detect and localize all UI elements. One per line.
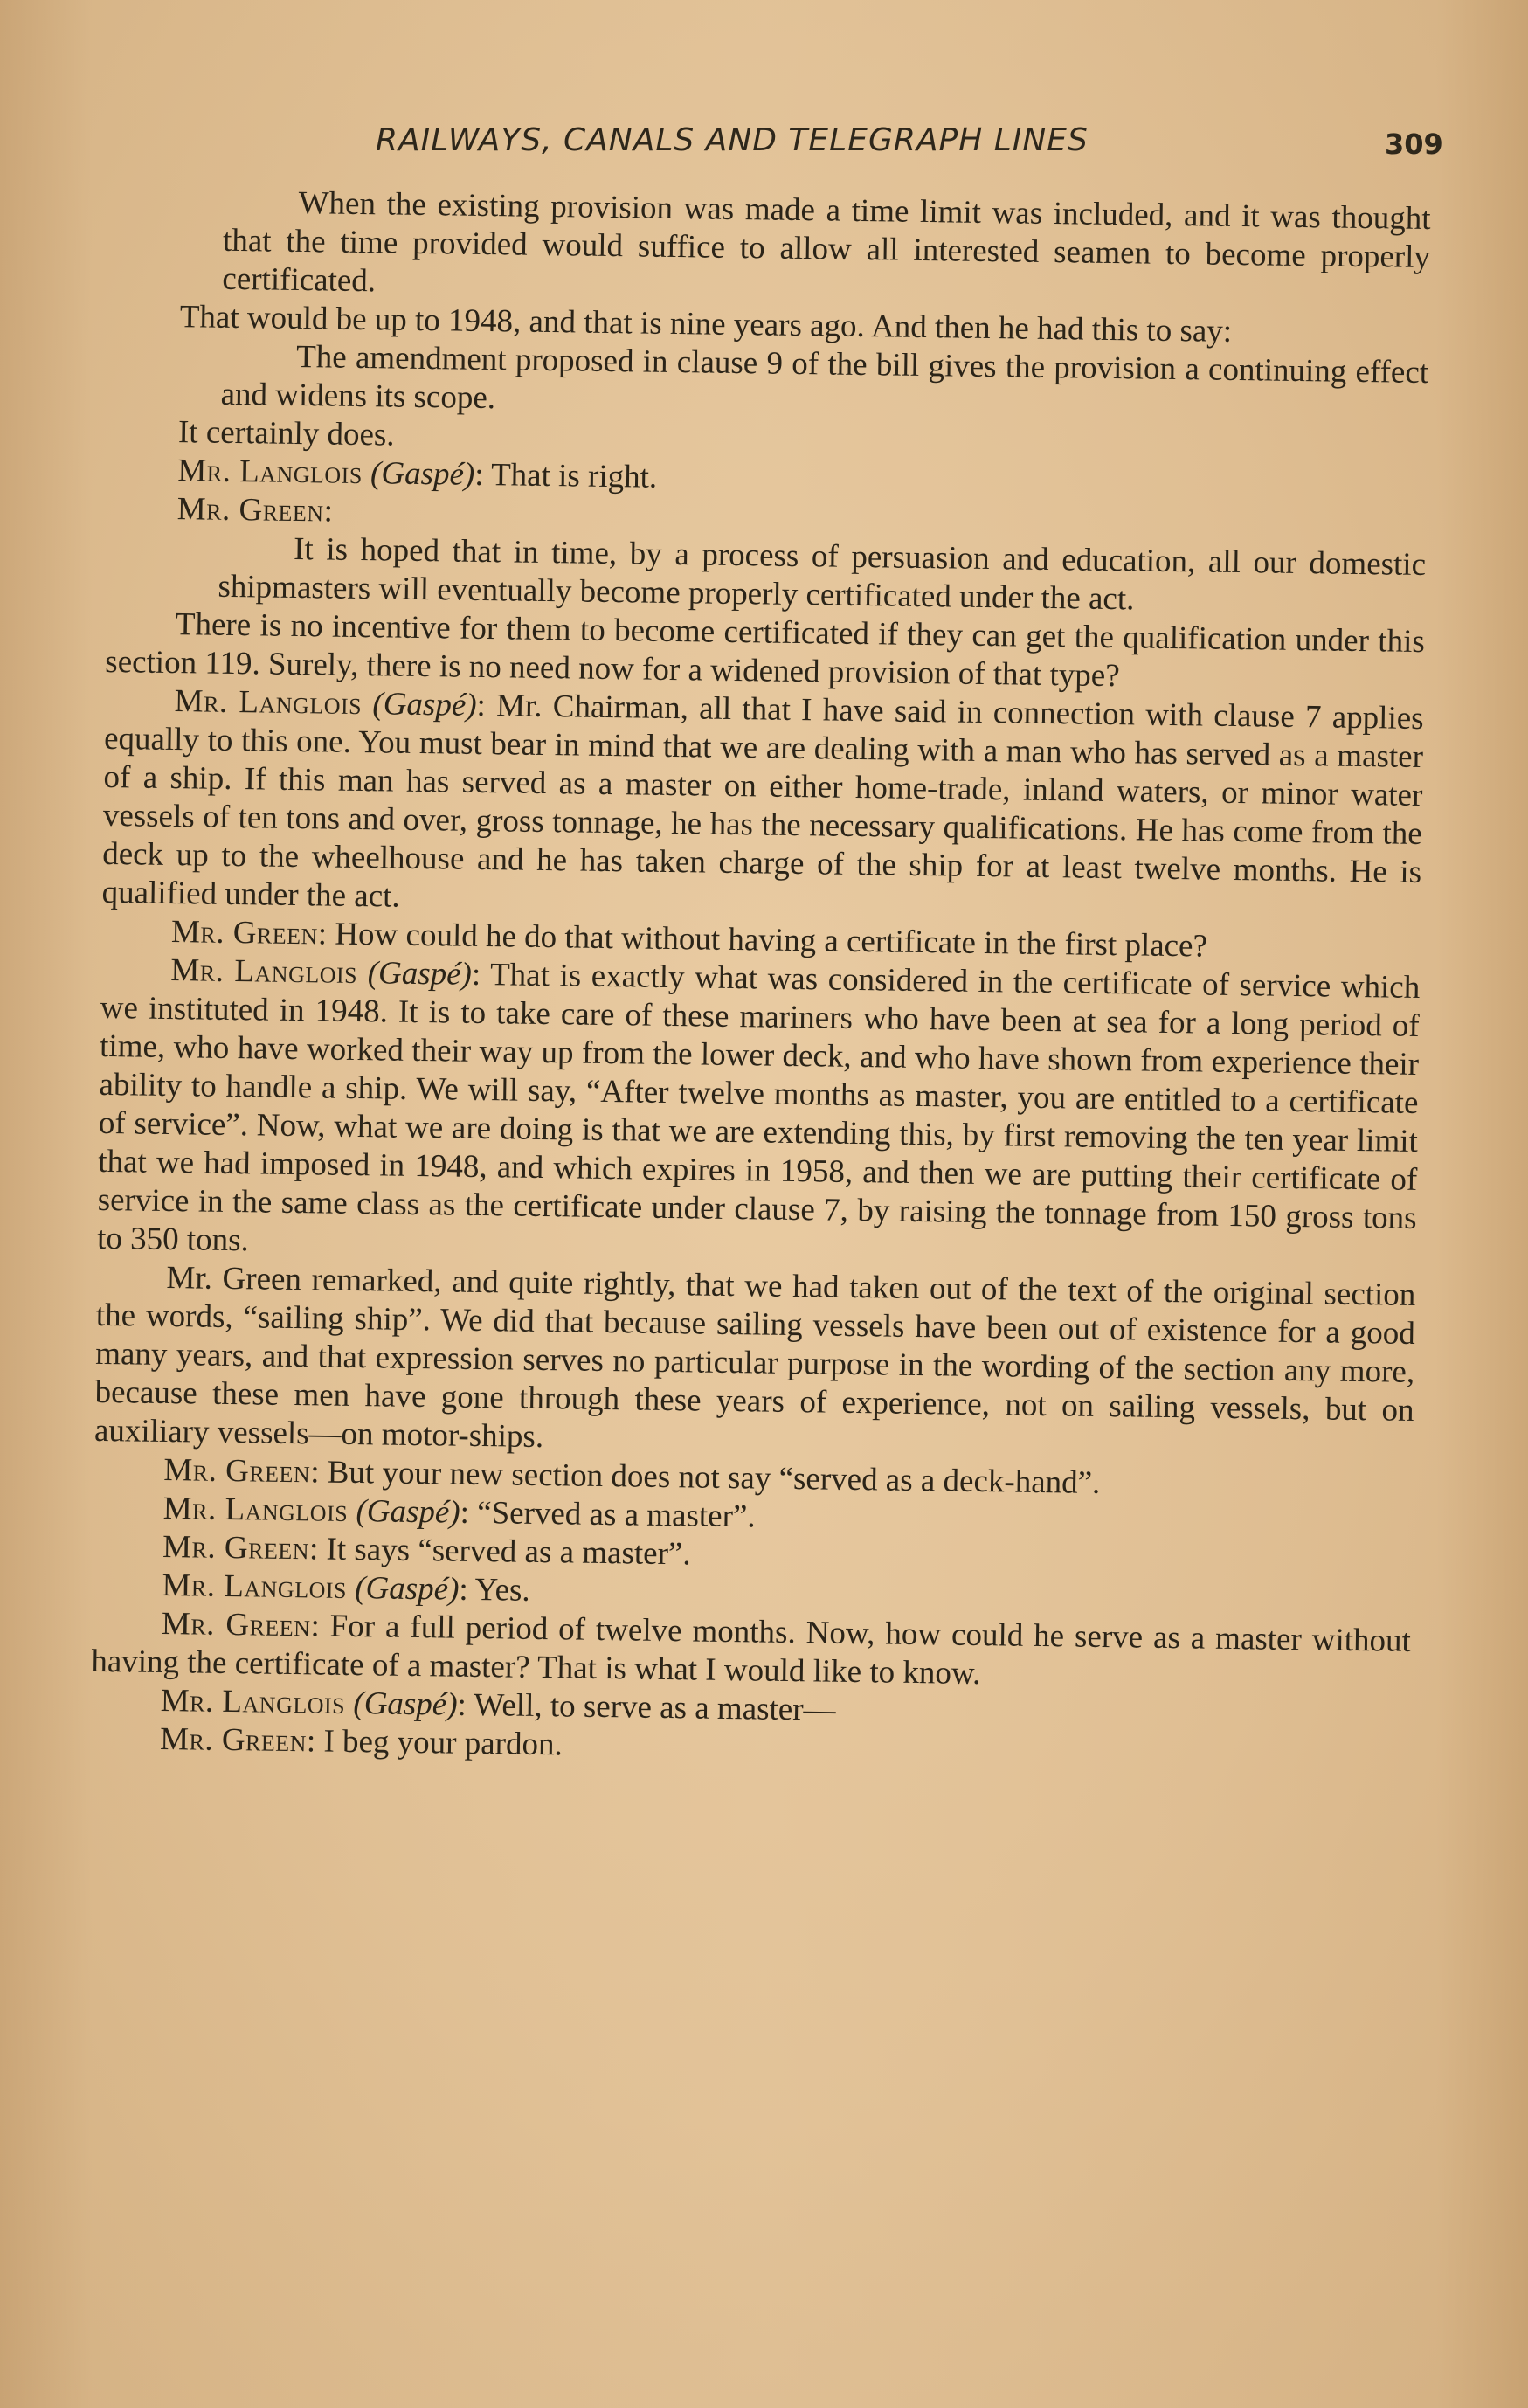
speaker-riding: (Gaspé) (354, 1570, 460, 1608)
speech-paragraph (97, 951, 1421, 1277)
paragraph-text: It certainly does. (177, 414, 395, 453)
speaker-riding: (Gaspé) (356, 1493, 460, 1531)
speech-paragraph (101, 682, 1424, 931)
speech-text: : It says “served as a master”. (308, 1531, 691, 1573)
body-text (90, 182, 1431, 1776)
speech-text: : But your new section does not say “served as a deck-hand”. (309, 1454, 1101, 1501)
speaker-riding: (Gaspé) (372, 686, 477, 723)
speech-text: : How could he do that without having a certificate in the first place? (317, 916, 1208, 965)
paragraph: There is no incentive for them to become certificated if they can get the qualification under this section 119. Surely, there is no need now for a widened provision of that type? (105, 606, 1426, 695)
speaker-name: Mr. Green (162, 1528, 310, 1567)
speaker-riding: (Gaspé) (370, 455, 475, 493)
page-header (0, 115, 1528, 168)
speaker-name: Mr. Green (163, 1451, 311, 1491)
speaker-name: Mr. Langlois (160, 1682, 346, 1721)
speaker-name: Mr. Langlois (177, 453, 363, 492)
speech-text: : That is exactly what was considered in the certificate of service which we instituted in 1948. It is to take care of these mariners who have been at sea for a long period of time, who have worked their way up from the lower deck, and who have shown from experience their ability to handle a ship. We will say, “After twelve months as master, you are entitled to a certificate of service”. Now, what we are doing is that we are extending this, by first removing the ten year limit that we had imposed in 1948, and which expires in 1958, and then we are putting their certificate of service in the same class as the certificate under clause 7, by raising the tonnage from 150 gross tons to 350 tons. (96, 956, 1421, 1259)
speaker-name: Mr. Langlois (162, 1567, 348, 1606)
quoted-paragraph: When the existing provision was made a time limit was included, and it was thought that the time provided would suffice to allow all interested seamen to become properly certificated. (222, 184, 1431, 300)
speech-text: : Well, to serve as a master— (457, 1686, 836, 1728)
speaker-name: Mr. Green (159, 1720, 308, 1760)
speaker-name: Mr. Langlois (174, 683, 363, 723)
paragraph: Mr. Green remarked, and quite rightly, that we had taken out of the text of the original section the words, “sailing ship”. We did that because sailing vessels have been out of existence for a good many years, and that expression serves no particular purpose in the wording of the section any more, because these men have gone through these years of experience, not on sailing vessels, but on auxiliary vessels—on motor-ships. (93, 1259, 1416, 1456)
speech-text: : That is right. (474, 456, 658, 495)
paragraph: That would be up to 1948, and that is nine years ago. And then he had this to say: (179, 299, 1233, 349)
speech-text: : (323, 493, 334, 529)
speech-text: : “Served as a master”. (460, 1494, 756, 1535)
speaker-riding: (Gaspé) (353, 1685, 458, 1723)
speaker-name: Mr. Green (161, 1605, 311, 1644)
speech-text: : Yes. (459, 1571, 530, 1609)
speaker-name: Mr. Green (176, 491, 324, 529)
speaker-name: Mr. Green (170, 914, 319, 952)
speaker-name: Mr. Langlois (162, 1490, 349, 1529)
speech-text: : Mr. Chairman, all that I have said in connection with clause 7 applies equally to this one. You must bear in mind that we are dealing with a man who has served as a master of a ship. If this man has served as a master on either home-trade, inland waters, or minor water vessels of ten tons and over, gross tonnage, he has the necessary qualifications. He has come from the deck up to the wheelhouse and he has taken charge of the ship for at least twelve months. He is qualified under the act. (101, 687, 1424, 915)
speech-text: : I beg your pardon. (306, 1723, 563, 1763)
speaker-riding: (Gaspé) (367, 955, 473, 993)
page-number: 309 (1385, 128, 1443, 161)
speaker-name: Mr. Langlois (170, 952, 358, 992)
speech-text: : For a full period of twelve months. Now, how could he serve as a master without having the certificate of a master? That is what I would like to know. (91, 1608, 1412, 1692)
quoted-paragraph: It is hoped that in time, by a process of persuasion and education, all our domestic shipmasters will eventually become properly certificated under the act. (218, 530, 1427, 618)
running-title: RAILWAYS, CANALS AND TELEGRAPH LINES (376, 122, 1089, 158)
quoted-paragraph: The amendment proposed in clause 9 of the bill gives the provision a continuing effect and widens its scope. (220, 338, 1429, 417)
